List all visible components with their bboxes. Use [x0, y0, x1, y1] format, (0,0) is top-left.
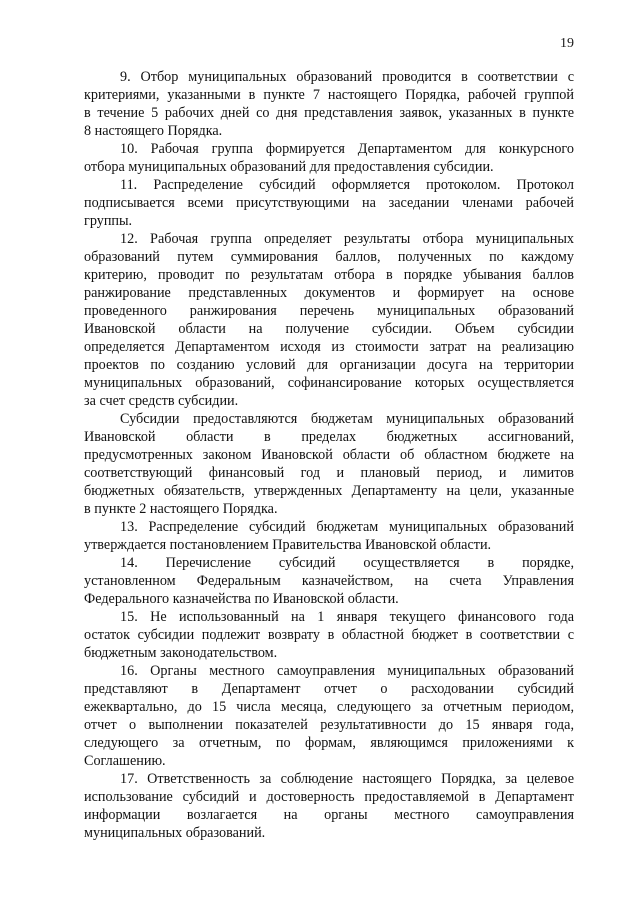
paragraph-line: 13. Распределение субсидий бюджетам муниципальных образований [120, 519, 574, 535]
paragraph-line: ежеквартально, до 15 числа месяца, следующего за отчетным периодом, [84, 699, 574, 715]
paragraph-line: отчет о выполнении показателей результативности до 15 января года, [84, 717, 574, 733]
paragraph-line: 10. Рабочая группа формируется Департаментом для конкурсного [120, 141, 574, 157]
paragraph-line: проведенного ранжирования перечень муниципальных образований [84, 303, 574, 319]
paragraph-line: информации возлагается на органы местного самоуправления [84, 807, 574, 823]
paragraph-line: за счет средств субсидии. [84, 393, 239, 409]
paragraph-line: Федерального казначейства по Ивановской области. [84, 591, 399, 607]
paragraph-line: 16. Органы местного самоуправления муниципальных образований [120, 663, 574, 679]
paragraph-line: Ивановской области в пределах бюджетных ассигнований, [84, 429, 574, 445]
paragraph-line: группы. [84, 213, 133, 229]
paragraph-line: 14. Перечисление субсидий осуществляется в порядке, [120, 555, 574, 571]
paragraph-line: критерию, проводит по результатам отбора в порядке убывания баллов [84, 267, 574, 283]
paragraph-line: подписывается всеми присутствующими на заседании членами рабочей [84, 195, 574, 211]
paragraph-line: Соглашению. [84, 753, 166, 769]
paragraph-line: Ивановской области на получение субсидии. Объем субсидии [84, 321, 574, 337]
paragraph-line: 8 настоящего Порядка. [84, 123, 223, 139]
paragraph-line: бюджетных обязательств, утвержденных Департаменту на цели, указанные [84, 483, 574, 499]
paragraph-line: 12. Рабочая группа определяет результаты отбора муниципальных [120, 231, 574, 247]
paragraph-line: использование субсидий и достоверность предоставляемой в Департамент [84, 789, 574, 805]
paragraph-line: представляют в Департамент отчет о расходовании субсидий [84, 681, 574, 697]
paragraph-line: определяется Департаментом исходя из стоимости затрат на реализацию [84, 339, 574, 355]
paragraph-line: утверждается постановлением Правительства Ивановской области. [84, 537, 492, 553]
paragraph-line: установленном Федеральным казначейством, на счета Управления [84, 573, 574, 589]
paragraph-line: муниципальных образований. [84, 825, 266, 841]
paragraph-line: критериями, указанными в пункте 7 настоящего Порядка, рабочей группой [84, 87, 574, 103]
paragraph-line: 15. Не использованный на 1 января текущего финансового года [120, 609, 574, 625]
paragraph-line: 11. Распределение субсидий оформляется протоколом. Протокол [120, 177, 574, 193]
paragraph-line: предусмотренных законом Ивановской области об областном бюджете на [84, 447, 574, 463]
paragraph-line: 17. Ответственность за соблюдение настоящего Порядка, за целевое [120, 771, 574, 787]
paragraph-line: в течение 5 рабочих дней со дня представления заявок, указанных в пункте [84, 105, 574, 121]
paragraph-line: ранжирование представленных документов и формирует на основе [84, 285, 574, 301]
paragraph-line: соответствующий финансовый год и плановый период, и лимитов [84, 465, 574, 481]
page-number: 19 [560, 36, 574, 51]
paragraph-line: отбора муниципальных образований для предоставления субсидии. [84, 159, 494, 175]
paragraph-line: остаток субсидии подлежит возврату в областной бюджет в соответствии с [84, 627, 574, 643]
paragraph-line: образований путем суммирования баллов, полученных по каждому [84, 249, 574, 265]
paragraph-line: в пункте 2 настоящего Порядка. [84, 501, 278, 517]
paragraph-line: 9. Отбор муниципальных образований проводится в соответствии с [120, 69, 574, 85]
paragraph-line: муниципальных образований, софинансирование которых осуществляется [84, 375, 574, 391]
paragraph-line: бюджетным законодательством. [84, 645, 278, 661]
paragraph-line: Субсидии предоставляются бюджетам муниципальных образований [120, 411, 574, 427]
paragraph-line: следующего за отчетным, по формам, являющимся приложениями к [84, 735, 574, 751]
paragraph-line: проектов по созданию условий для организации досуга на территории [84, 357, 574, 373]
